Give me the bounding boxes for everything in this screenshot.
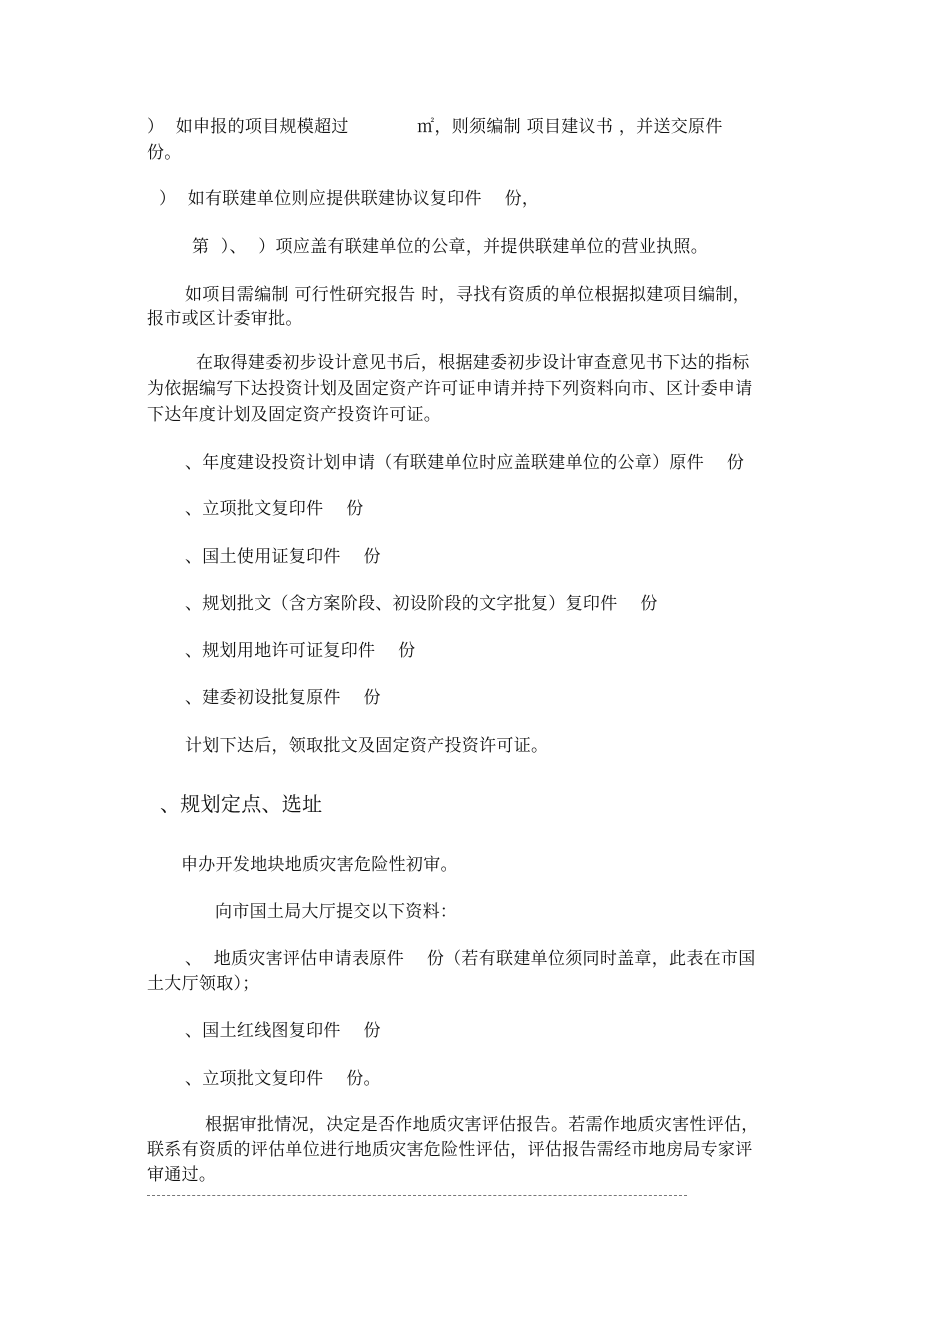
list-item-land-use-permit: 、规划用地许可证复印件 份 bbox=[185, 641, 416, 661]
paragraph-project-scale-line-2: 份。 bbox=[147, 143, 182, 163]
list-item-hazard-form-line-1: 、 地质灾害评估申请表原件 份（若有联建单位须同时盖章，此表在市国 bbox=[185, 949, 756, 969]
paragraph-seal-requirement: 第 ）、 ）项应盖有联建单位的公章，并提供联建单位的营业执照。 bbox=[192, 237, 709, 257]
paragraph-investment-plan-line-3: 下达年度计划及固定资产投资许可证。 bbox=[147, 405, 442, 425]
list-item-annual-plan: 、年度建设投资计划申请（有联建单位时应盖联建单位的公章）原件 份 bbox=[185, 453, 745, 473]
paragraph-geo-hazard-review: 申办开发地块地质灾害危险性初审。 bbox=[181, 855, 458, 875]
list-item-planning-approval: 、规划批文（含方案阶段、初设阶段的文字批复）复印件 份 bbox=[185, 594, 658, 614]
paragraph-joint-agreement: ） 如有联建单位则应提供联建协议复印件 份， bbox=[159, 189, 540, 209]
paragraph-feasibility-line-1: 如项目需编制 可行性研究报告 时，寻找有资质的单位根据拟建项目编制， bbox=[185, 285, 751, 305]
list-item-design-approval: 、建委初设批复原件 份 bbox=[185, 688, 381, 708]
list-item-hazard-form-line-2: 土大厅领取）； bbox=[147, 974, 260, 994]
dashed-divider bbox=[147, 1195, 687, 1196]
list-item-red-line-map: 、国土红线图复印件 份 bbox=[185, 1021, 381, 1041]
paragraph-project-scale-line-1: ） 如申报的项目规模超过 ㎡，则须编制 项目建议书 ，并送交原件 bbox=[147, 117, 723, 137]
section-heading-site-selection: 、规划定点、选址 bbox=[160, 792, 323, 816]
paragraph-investment-plan-line-2: 为依据编写下达投资计划及固定资产许可证申请并持下列资料向市、区计委申请 bbox=[147, 379, 753, 399]
paragraph-after-plan: 计划下达后，领取批文及固定资产投资许可证。 bbox=[185, 736, 549, 756]
paragraph-assessment-line-1: 根据审批情况，决定是否作地质灾害评估报告。若需作地质灾害性评估， bbox=[205, 1115, 759, 1135]
paragraph-assessment-line-2: 联系有资质的评估单位进行地质灾害危险性评估，评估报告需经市地房局专家评 bbox=[147, 1140, 753, 1160]
paragraph-assessment-line-3: 审通过。 bbox=[147, 1165, 217, 1185]
list-item-approval-copy: 、立项批文复印件 份 bbox=[185, 499, 364, 519]
paragraph-feasibility-line-2: 报市或区计委审批。 bbox=[147, 309, 303, 329]
list-item-land-certificate: 、国土使用证复印件 份 bbox=[185, 547, 381, 567]
paragraph-investment-plan-line-1: 在取得建委初步设计意见书后，根据建委初步设计审查意见书下达的指标 bbox=[196, 353, 750, 373]
list-item-approval-copy-2: 、立项批文复印件 份。 bbox=[185, 1069, 381, 1089]
paragraph-submit-materials: 向市国土局大厅提交以下资料： bbox=[215, 902, 458, 922]
